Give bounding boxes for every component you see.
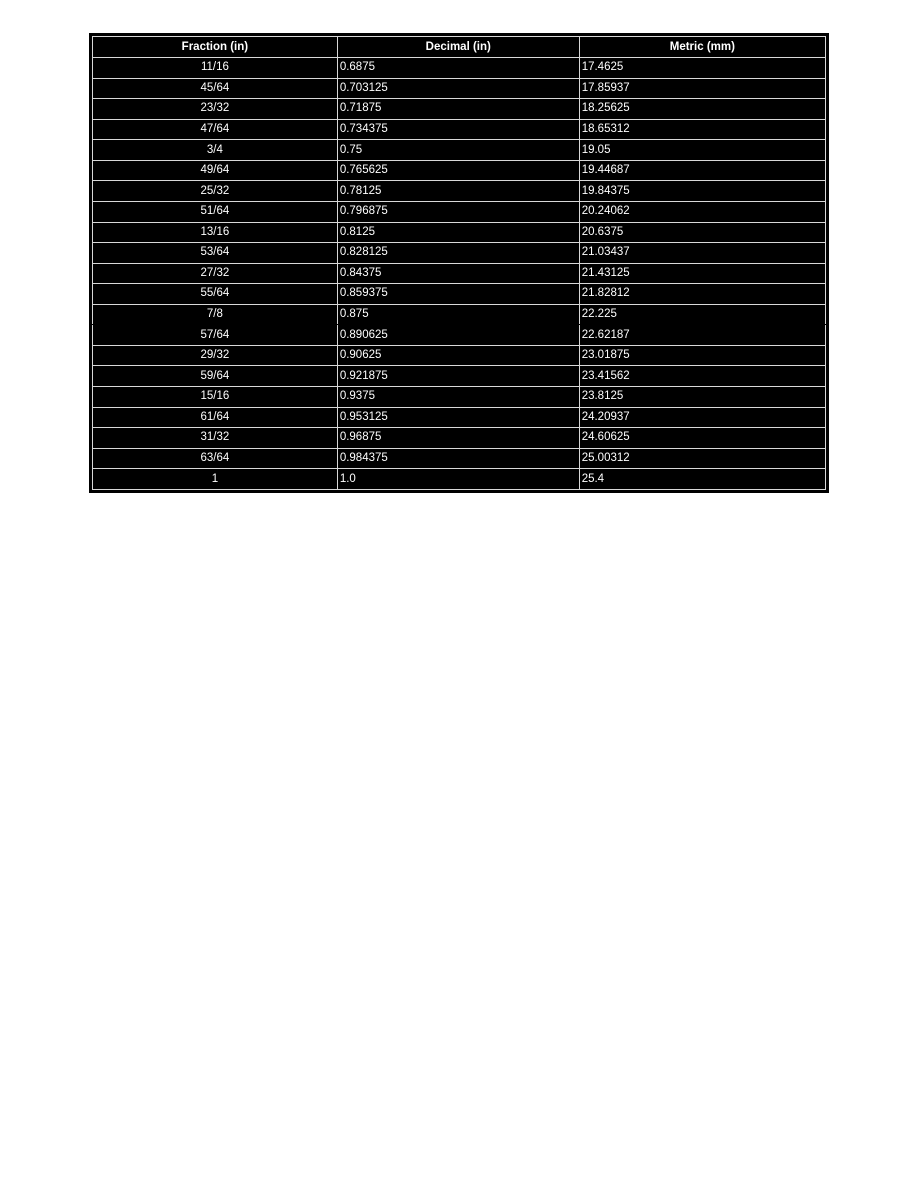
table-row (93, 304, 826, 325)
fraction-cell: 29/32 (93, 345, 338, 366)
decimal-cell: 0.96875 (337, 428, 579, 449)
metric-cell: 21.03437 (579, 243, 825, 264)
fraction-cell: 25/32 (93, 181, 338, 202)
table-row (93, 78, 826, 99)
metric-cell: 17.4625 (579, 58, 825, 79)
decimal-cell: 0.71875 (337, 99, 579, 120)
metric-cell: 17.85937 (579, 78, 825, 99)
fraction-cell: 53/64 (93, 243, 338, 264)
table-row (93, 448, 826, 469)
metric-cell: 23.8125 (579, 387, 825, 408)
metric-cell: 25.4 (579, 469, 825, 490)
header-metric: Metric (mm) (579, 37, 825, 58)
table-row (93, 160, 826, 181)
decimal-cell: 0.78125 (337, 181, 579, 202)
metric-cell: 22.62187 (579, 325, 825, 346)
header-decimal: Decimal (in) (337, 37, 579, 58)
table-row (93, 345, 826, 366)
fraction-cell: 1 (93, 469, 338, 490)
table-row (93, 201, 826, 222)
table-row (93, 140, 826, 161)
table-row (93, 119, 826, 140)
fraction-cell: 51/64 (93, 201, 338, 222)
metric-cell: 19.84375 (579, 181, 825, 202)
table-row (93, 181, 826, 202)
fraction-cell: 49/64 (93, 160, 338, 181)
decimal-cell: 0.984375 (337, 448, 579, 469)
decimal-cell: 0.875 (337, 304, 579, 325)
fraction-cell: 13/16 (93, 222, 338, 243)
metric-cell: 21.43125 (579, 263, 825, 284)
decimal-cell: 0.75 (337, 140, 579, 161)
metric-cell: 20.24062 (579, 201, 825, 222)
metric-cell: 25.00312 (579, 448, 825, 469)
fraction-cell: 11/16 (93, 58, 338, 79)
decimal-cell: 0.84375 (337, 263, 579, 284)
fraction-cell: 57/64 (93, 325, 338, 346)
table-row (93, 284, 826, 305)
fraction-cell: 27/32 (93, 263, 338, 284)
table-row (93, 325, 826, 346)
fraction-cell: 55/64 (93, 284, 338, 305)
metric-cell: 20.6375 (579, 222, 825, 243)
metric-cell: 19.44687 (579, 160, 825, 181)
decimal-cell: 0.9375 (337, 387, 579, 408)
table-row (93, 407, 826, 428)
decimal-cell: 0.953125 (337, 407, 579, 428)
fraction-cell: 7/8 (93, 304, 338, 325)
fraction-cell: 47/64 (93, 119, 338, 140)
fraction-cell: 59/64 (93, 366, 338, 387)
table-row (93, 222, 826, 243)
decimal-cell: 0.6875 (337, 58, 579, 79)
decimal-cell: 0.734375 (337, 119, 579, 140)
metric-cell: 24.60625 (579, 428, 825, 449)
fraction-cell: 3/4 (93, 140, 338, 161)
table-row (93, 387, 826, 408)
decimal-cell: 0.828125 (337, 243, 579, 264)
fraction-cell: 61/64 (93, 407, 338, 428)
metric-cell: 18.25625 (579, 99, 825, 120)
table-row (93, 99, 826, 120)
decimal-cell: 1.0 (337, 469, 579, 490)
table-row (93, 428, 826, 449)
table-row (93, 58, 826, 79)
decimal-cell: 0.859375 (337, 284, 579, 305)
metric-cell: 24.20937 (579, 407, 825, 428)
table-header-row (93, 37, 826, 58)
decimal-cell: 0.90625 (337, 345, 579, 366)
metric-cell: 19.05 (579, 140, 825, 161)
table-row (93, 366, 826, 387)
fraction-cell: 45/64 (93, 78, 338, 99)
metric-cell: 23.01875 (579, 345, 825, 366)
metric-cell: 23.41562 (579, 366, 825, 387)
decimal-cell: 0.796875 (337, 201, 579, 222)
fraction-cell: 63/64 (93, 448, 338, 469)
table-row (93, 263, 826, 284)
decimal-cell: 0.8125 (337, 222, 579, 243)
metric-cell: 22.225 (579, 304, 825, 325)
decimal-cell: 0.921875 (337, 366, 579, 387)
metric-cell: 18.65312 (579, 119, 825, 140)
conversion-table-frame (89, 33, 829, 493)
decimal-cell: 0.890625 (337, 325, 579, 346)
metric-cell: 21.82812 (579, 284, 825, 305)
conversion-table (92, 36, 826, 490)
fraction-cell: 31/32 (93, 428, 338, 449)
fraction-cell: 15/16 (93, 387, 338, 408)
table-row (93, 243, 826, 264)
table-row (93, 469, 826, 490)
decimal-cell: 0.765625 (337, 160, 579, 181)
decimal-cell: 0.703125 (337, 78, 579, 99)
header-fraction: Fraction (in) (93, 37, 338, 58)
fraction-cell: 23/32 (93, 99, 338, 120)
